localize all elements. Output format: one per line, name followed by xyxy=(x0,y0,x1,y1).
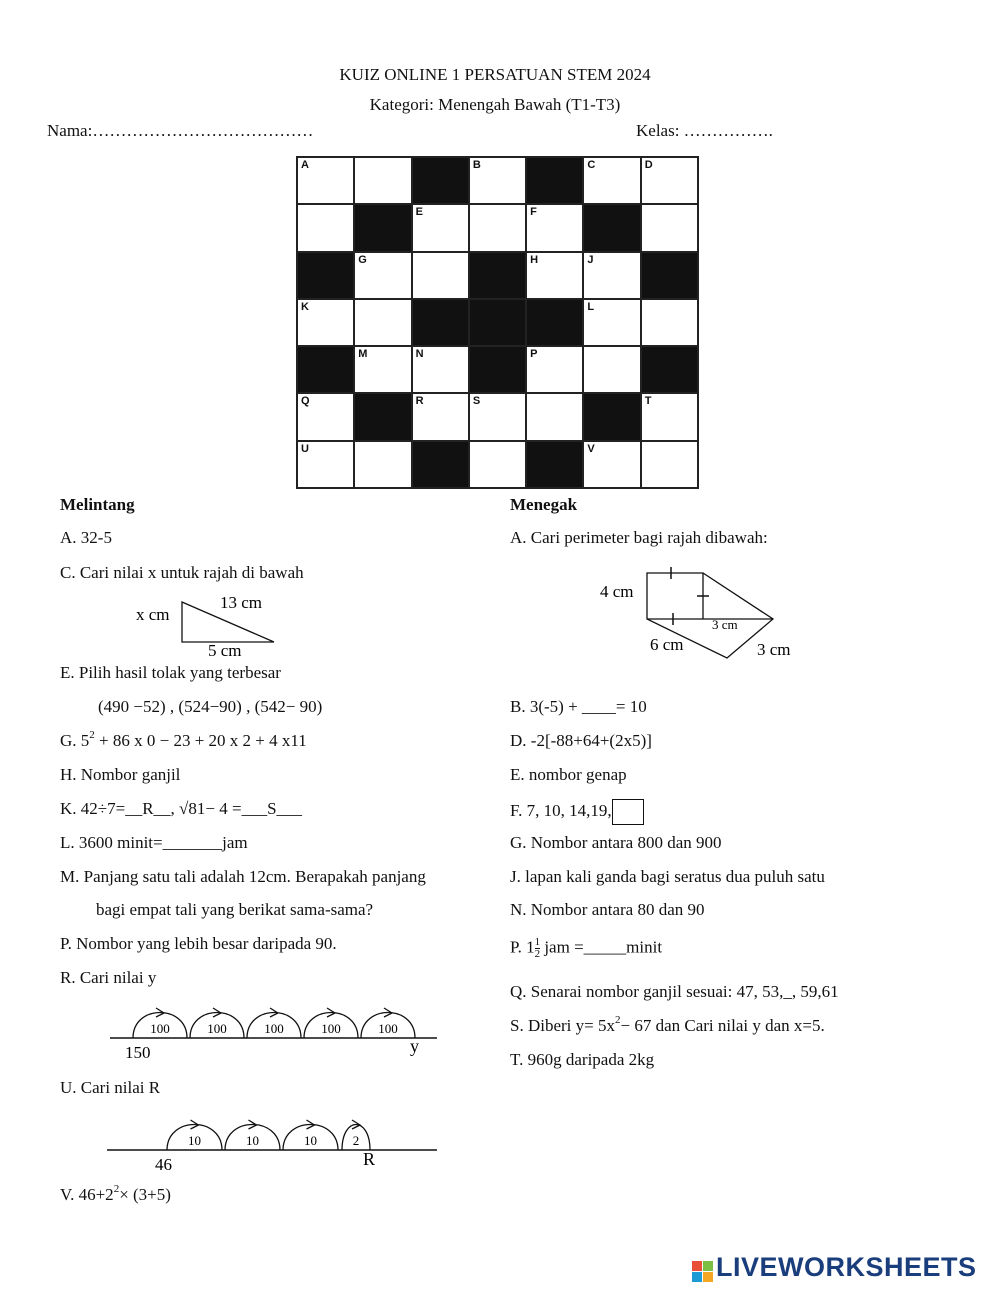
crossword-cell[interactable] xyxy=(412,204,469,251)
crossword-block xyxy=(469,346,526,393)
crossword-block xyxy=(641,346,698,393)
sequence-answer-box xyxy=(612,799,644,825)
crossword-cell[interactable] xyxy=(412,252,469,299)
down-clue-f: F. 7, 10, 14,19, xyxy=(510,799,644,825)
crossword-cell[interactable] xyxy=(583,441,640,488)
clue-number-label: B xyxy=(472,159,481,171)
jump-label: 2 xyxy=(352,1133,360,1148)
trapezium-slant-label: 3 cm xyxy=(757,640,791,659)
number-line-start: 150 xyxy=(125,1043,151,1062)
down-clue-a: A. Cari perimeter bagi rajah dibawah: xyxy=(510,528,768,547)
clue-number-label: K xyxy=(301,300,309,313)
clue-number-label: M xyxy=(358,348,368,361)
crossword-cell[interactable] xyxy=(583,157,640,204)
triangle-hypotenuse-label: 13 cm xyxy=(220,593,263,612)
clue-number-label: S xyxy=(472,395,481,408)
clue-number-label: J xyxy=(587,253,594,266)
down-clue-j: J. lapan kali ganda bagi seratus dua puluh satu xyxy=(510,867,825,886)
clue-number-label: R xyxy=(415,395,424,408)
across-clue-l: L. 3600 minit=_______jam xyxy=(60,833,248,852)
crossword-block xyxy=(526,299,583,346)
crossword-block xyxy=(583,204,640,251)
clue-number-label: V xyxy=(587,442,595,455)
crossword-block xyxy=(583,393,640,440)
jump-label: 100 xyxy=(264,1021,284,1036)
crossword-cell[interactable] xyxy=(354,441,411,488)
crossword-cell[interactable] xyxy=(354,157,411,204)
down-heading: Menegak xyxy=(510,495,578,514)
answer-r-blank: __R__ xyxy=(125,799,171,818)
across-clue-e: E. Pilih hasil tolak yang terbesar xyxy=(60,663,281,682)
crossword-block xyxy=(354,393,411,440)
number-line-start: 46 xyxy=(155,1155,172,1174)
down-clue-e: E. nombor genap xyxy=(510,765,627,784)
crossword-cell[interactable] xyxy=(469,204,526,251)
crossword-cell[interactable] xyxy=(526,393,583,440)
number-line-end: y xyxy=(410,1036,419,1056)
crossword-cell[interactable] xyxy=(583,299,640,346)
crossword-cell[interactable] xyxy=(583,252,640,299)
clue-number-label: A xyxy=(301,159,309,171)
clue-number-label: Q xyxy=(301,395,310,408)
crossword-cell[interactable] xyxy=(354,299,411,346)
triangle-base-label: 5 cm xyxy=(208,641,242,660)
clue-number-label: U xyxy=(301,442,309,455)
crossword-cell[interactable] xyxy=(526,204,583,251)
across-clue-e-options: (490 −52) , (524−90) , (542− 90) xyxy=(98,697,323,716)
jump-label: 100 xyxy=(321,1021,341,1036)
crossword-block xyxy=(526,157,583,204)
liveworksheets-wordmark: LIVEWORKSHEETS xyxy=(716,1252,977,1282)
across-clue-a: A. 32-5 xyxy=(60,528,112,547)
crossword-cell[interactable] xyxy=(297,157,354,204)
right-triangle-figure xyxy=(130,590,290,660)
quiz-title: KUIZ ONLINE 1 PERSATUAN STEM 2024 xyxy=(339,65,651,84)
clue-number-label: N xyxy=(415,348,424,361)
across-clue-v: V. $46+2^2\times (3+5)$ xyxy=(60,1183,171,1204)
across-heading: Melintang xyxy=(60,495,135,514)
crossword-cell[interactable] xyxy=(469,393,526,440)
across-clue-r: R. Cari nilai y xyxy=(60,968,157,987)
across-clue-m: M. Panjang satu tali adalah 12cm. Berapakah panjang xyxy=(60,867,426,886)
crossword-grid xyxy=(296,156,699,489)
down-clue-g: G. Nombor antara 800 dan 900 xyxy=(510,833,722,852)
crossword-cell[interactable] xyxy=(641,393,698,440)
crossword-block xyxy=(412,299,469,346)
crossword-cell[interactable] xyxy=(526,346,583,393)
crossword-block xyxy=(412,441,469,488)
across-clue-k: K. 42÷7=__R__, √81− 4 =___S___ xyxy=(60,799,303,818)
clue-number-label: C xyxy=(587,159,596,171)
crossword-block xyxy=(412,157,469,204)
crossword-block xyxy=(297,252,354,299)
number-line-y xyxy=(105,1000,445,1065)
down-clue-q: Q. Senarai nombor ganjil sesuai: 47, 53,_, 59,61 xyxy=(510,982,839,1001)
across-clue-c: C. Cari nilai x untuk rajah di bawah xyxy=(60,563,304,582)
crossword-block xyxy=(354,204,411,251)
jump-label: 10 xyxy=(246,1133,259,1148)
crossword-cell[interactable] xyxy=(641,299,698,346)
crossword-block xyxy=(526,441,583,488)
trapezium-figure xyxy=(595,565,805,665)
down-clue-b: B. 3(-5) + ____= 10 xyxy=(510,697,647,716)
across-clue-p: P. Nombor yang lebih besar daripada 90. xyxy=(60,934,337,953)
class-field-label: Kelas: ……………. xyxy=(636,121,773,140)
crossword-cell[interactable] xyxy=(297,393,354,440)
crossword-block xyxy=(297,346,354,393)
clue-number-label: T xyxy=(644,395,652,408)
jump-label: 100 xyxy=(378,1021,398,1036)
clue-number-label: H xyxy=(530,253,539,266)
crossword-cell[interactable] xyxy=(412,346,469,393)
crossword-cell[interactable] xyxy=(641,204,698,251)
trapezium-diag-label: 3 cm xyxy=(712,617,738,632)
across-clue-g: G. $5^2 + 86$ x 0 − 23 + 20 x 2 + 4 x11 xyxy=(60,729,307,750)
crossword-cell[interactable] xyxy=(354,346,411,393)
crossword-cell[interactable] xyxy=(297,299,354,346)
down-clue-s: S. Diberi $y= 5x^2- 67$ dan Cari nilai y dan x=5. xyxy=(510,1014,825,1035)
crossword-cell[interactable] xyxy=(469,157,526,204)
crossword-cell[interactable] xyxy=(583,346,640,393)
trapezium-left-label: 4 cm xyxy=(600,582,634,601)
down-clue-n: N. Nombor antara 80 dan 90 xyxy=(510,900,705,919)
clue-number-label: E xyxy=(415,206,423,219)
trapezium-base-label: 6 cm xyxy=(650,635,684,654)
jump-label: 10 xyxy=(188,1133,201,1148)
jump-label: 10 xyxy=(304,1133,317,1148)
across-clue-u: U. Cari nilai R xyxy=(60,1078,161,1097)
crossword-block xyxy=(469,252,526,299)
number-line-r xyxy=(105,1112,445,1174)
fraction-half: $\frac{1}{2}$ xyxy=(534,936,541,960)
triangle-side-label: x cm xyxy=(136,605,170,624)
crossword-cell[interactable] xyxy=(297,441,354,488)
crossword-block xyxy=(641,252,698,299)
clue-number-label: G xyxy=(358,253,367,266)
jump-label: 100 xyxy=(150,1021,170,1036)
across-clue-h: H. Nombor ganjil xyxy=(60,765,181,784)
crossword-cell[interactable] xyxy=(297,204,354,251)
quiz-category: Kategori: Menengah Bawah (T1-T3) xyxy=(369,95,621,114)
clue-number-label: P xyxy=(530,348,538,361)
clue-number-label: F xyxy=(530,206,537,219)
crossword-cell[interactable] xyxy=(641,441,698,488)
crossword-cell[interactable] xyxy=(641,157,698,204)
liveworksheets-icon xyxy=(692,1261,714,1283)
crossword-cell[interactable] xyxy=(354,252,411,299)
crossword-cell[interactable] xyxy=(469,441,526,488)
name-field-label: Nama:………………………………… xyxy=(47,121,314,140)
liveworksheets-logo xyxy=(692,1252,977,1283)
crossword-block xyxy=(469,299,526,346)
down-clue-p: P. 1 $\frac{1}{2}$ jam =_____minit xyxy=(510,936,663,960)
down-clue-t: T. 960g daripada 2kg xyxy=(510,1050,655,1069)
clue-number-label: D xyxy=(644,159,653,171)
across-clue-m-cont: bagi empat tali yang berikat sama-sama? xyxy=(96,900,374,919)
jump-label: 100 xyxy=(207,1021,227,1036)
crossword-cell[interactable] xyxy=(526,252,583,299)
crossword-cell[interactable] xyxy=(412,393,469,440)
answer-s-blank: ___S___ xyxy=(241,799,303,818)
clue-number-label: L xyxy=(587,300,595,313)
number-line-end: R xyxy=(363,1149,376,1169)
down-clue-d: D. -2[-88+64+(2x5)] xyxy=(510,731,652,750)
